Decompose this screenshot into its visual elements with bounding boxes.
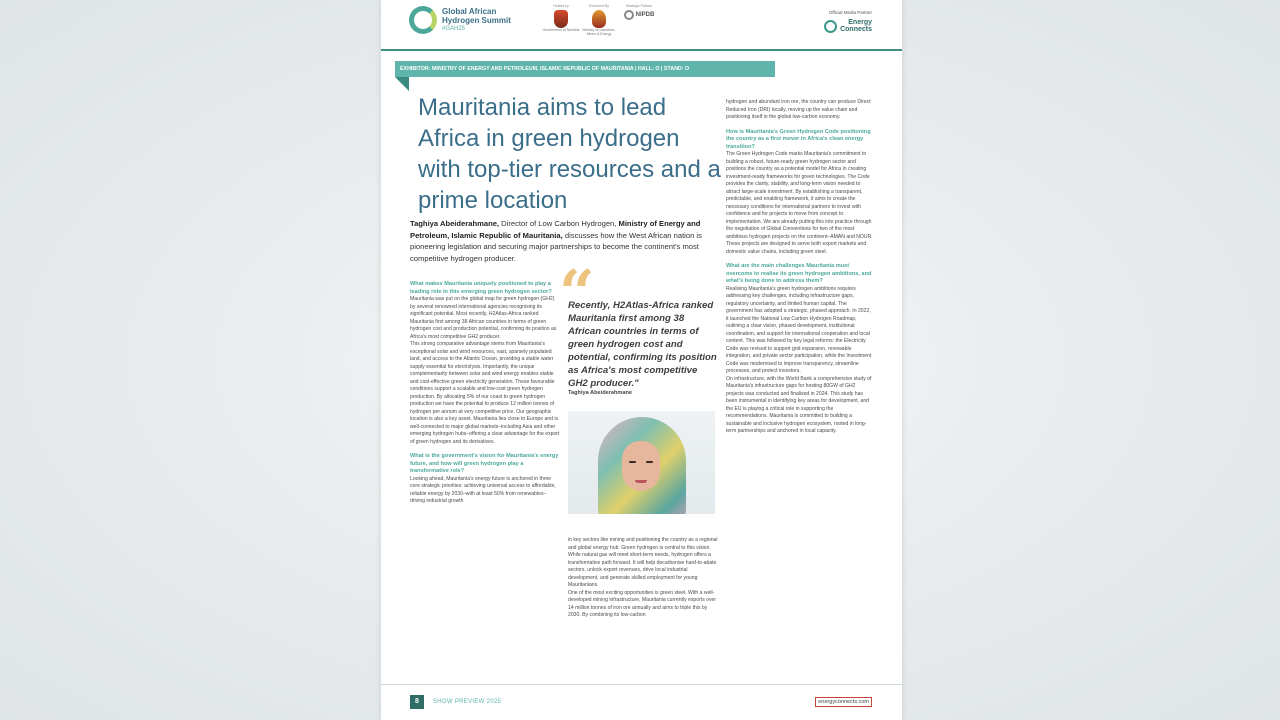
answer-paragraph: Realising Mauritania's green hydrogen ambitions requires addressing key challenges, including infrastructure gaps, regulatory uncertainty, and limited human capital. The government has adopted a strategic, phased approach. In 2022, it launched the National Low Carbon Hydrogen Roadmap, outlining a clear vision, phased development, institutional coordination, and support for international cooperation and local content. This was followed by key legal reforms: the Electricity Code was revised to support grid expansion, renewable integration, and private sector participation, while the Investment Code was modernised to improve transparency, streamline processes, and protect investors.: [726, 285, 872, 374]
portrait-mouth: [635, 480, 647, 483]
partner-host-name: Government of Namibia: [542, 28, 580, 32]
partner-strategic-label: Strategic Partner: [625, 4, 653, 8]
header-divider: [381, 49, 902, 51]
answer-paragraph: This strong comparative advantage stems from Mauritania's exceptional solar and wind resources, vast, sparsely populated land, and access to the Atlantic Ocean, providing a stable water supply essential for electrolysis. Importantly, the unique complementarity between solar and wind energy enables stable and cost-effective green electricity generation. These favourable conditions support a scalable and low-cost green hydrogen production. By allocating 5% of our coast to green hydrogen production we have the potential to produce 12 million tonnes of hydrogen per annum at very competitive price. Our geographic location is also a key asset. Mauritania lies close to Europe and is well-connected to major global markets–including Asia and other emerging hydrogen hubs–offering a clear advantage for the export of green hydrogen and its derivatives.: [410, 341, 560, 445]
summit-name: [442, 7, 511, 34]
answer-paragraph: Looking ahead, Mauritania's energy future is anchored in three core strategic priorities: achieving universal access to affordable, reliable energy by 2030–with at least 50% from renewables–driving industrial growth: [410, 475, 556, 504]
page-number: 8: [410, 695, 424, 709]
partner-endorser-name: Ministry of Industries, Mines & Energy: [582, 28, 616, 36]
summit-name-line2: Hydrogen Summit: [442, 15, 511, 25]
article-column-2: [568, 537, 718, 620]
partner-strategic: [619, 4, 659, 20]
answer-paragraph: hydrogen and abundant iron ore, the country can produce Direct Reduced Iron (DRI) locally, moving up the value chain and positioning itself in the global low-carbon economy.: [726, 99, 871, 120]
coat-of-arms-icon: [554, 10, 568, 28]
nipdb-logo: [619, 10, 659, 20]
answer-paragraph: Mauritania was put on the global map for green hydrogen (GH2) by several renowned international agencies recognising its significant potential. Most recently, H2Atlas-Africa ranked Mauritania first among 38 African countries in terms of green hydrogen cost and production potential, confirming its position as Africa's most competitive GH2 producer.: [410, 296, 557, 340]
byline-rest: discusses how the West African nation is pioneering legislation and securing major partnerships to become the continent's most competitive hydrogen producer.: [410, 230, 702, 263]
energy-connects-name: [840, 19, 872, 33]
partner-host: [541, 4, 581, 32]
energy-connects-logo: [824, 19, 872, 33]
article-headline: Mauritania aims to lead Africa in green hydrogen with top-tier resources and a prime location: [418, 94, 721, 214]
nipdb-logo-icon: [624, 10, 634, 20]
byline-org: Ministry of Energy and Petroleum, Islamic Republic of Mauritania,: [410, 219, 701, 240]
nipdb-logo-text: NIPDB: [635, 12, 655, 18]
energy-connects-icon: [824, 20, 837, 33]
magazine-page: [381, 0, 902, 720]
question-heading: What is the government's vision for Mauritania's energy future, and how will green hydrogen play a transformative role?: [410, 453, 559, 474]
media-partner: [824, 10, 872, 33]
pull-quote-author: Taghiya Abeiderahmane: [568, 390, 633, 396]
quote-mark-icon: “: [559, 256, 595, 329]
page-footer: [381, 684, 902, 720]
author-portrait: [568, 411, 715, 514]
answer-paragraph: in key sectors like mining and positioning the country as a regional and global energy hub. Green hydrogen is central to this vision. While natural gas will meet short-term needs, hydrogen offers a transformative path forward. It will help decarbonise hard-to-abate sectors, unlock export revenues, drive local industrial development, and generate skilled employment for young Mauritanians.: [568, 537, 718, 588]
portrait-face: [622, 441, 660, 491]
article-column-3: [726, 99, 874, 436]
summit-hashtag: #GAH25: [442, 25, 466, 32]
energy-connects-name-line2: Connects: [840, 26, 872, 33]
answer-paragraph: The Green Hydrogen Code marks Mauritania's commitment to building a robust, future-ready green hydrogen sector and positions the country as a potential model for Africa in creating investment-ready frameworks for green technologies. The Code provides the clarity, stability, and long-term vision needed to attract large-scale investment. By establishing a transparent, predictable, and enabling framework, it aims to create the necessary conditions for international partners to invest with confidence and for projects to move from concept to implementation. We are already putting this into practice through the negotiation of Global Conventions for two of the most ambitious hydrogen projects on the continent–AMAN and NOUR. These projects are designed to serve both export markets and domestic value chains, including green steel.: [726, 151, 873, 255]
partner-endorser-label: Endorsed By: [588, 4, 610, 8]
summit-name-line1: Global African: [442, 6, 497, 16]
page-header: [381, 0, 902, 50]
portrait-eye: [646, 461, 653, 463]
publication-name: SHOW PREVIEW 2025: [433, 699, 502, 705]
exhibitor-bar: EXHIBITOR: MINISTRY OF ENERGY AND PETROLEUM, ISLAMIC REPUBLIC OF MAURITANIA | HALL: O | STAND: O: [395, 61, 775, 77]
summit-ring-icon: [409, 6, 437, 34]
exhibitor-bar-notch: [395, 77, 409, 91]
question-heading: What are the main challenges Mauritania must overcome to realise its green hydrogen ambitions, and what's being done to address them?: [726, 263, 872, 284]
website-link[interactable]: energyconnects.com: [815, 697, 872, 707]
question-heading: How is Mauritania's Green Hydrogen Code positioning the country as a first mover in Africa's clean energy transition?: [726, 128, 871, 150]
question-heading: What makes Mauritania uniquely positioned to play a leading role in this emerging green hydrogen sector?: [410, 281, 552, 295]
answer-paragraph: On infrastructure, with the World Bank a comprehensive study of Mauritania's infrastructure gaps for hosting 80GW of GH2 projects was conducted and finalised in 2024. This study has been instrumental in identifying key areas for development, and the EU is playing a critical role in supporting the recommendations. Mauritania is committed to building a sustainable and inclusive hydrogen ecosystem, rooted in long-term partnerships and anchored in local capacity.: [726, 375, 872, 434]
answer-paragraph: One of the most exciting opportunities is green steel. With a well-developed mining infrastructure, Mauritania currently exports over 14 million tonnes of iron ore annually and aims to triple this by 2030. By combining its low-carbon: [568, 589, 717, 618]
media-partner-label: Official Media Partner: [828, 10, 872, 15]
portrait-eye: [629, 461, 636, 463]
ministry-emblem-icon: [592, 10, 606, 28]
byline-role: Director of Low Carbon Hydrogen,: [499, 219, 619, 228]
summit-logo: [409, 6, 511, 34]
pull-quote: Recently, H2Atlas-Africa ranked Mauritania first among 38 African countries in terms of green hydrogen cost and potential, confirming its position as Africa's most competitive GH2 producer.": [568, 300, 717, 389]
energy-connects-name-line1: Energy: [848, 19, 872, 26]
article-column-1: [410, 281, 560, 506]
partner-host-label: Hosted by: [553, 4, 569, 8]
byline-name: Taghiya Abeiderahmane,: [410, 219, 500, 228]
partner-endorser: [579, 4, 619, 36]
